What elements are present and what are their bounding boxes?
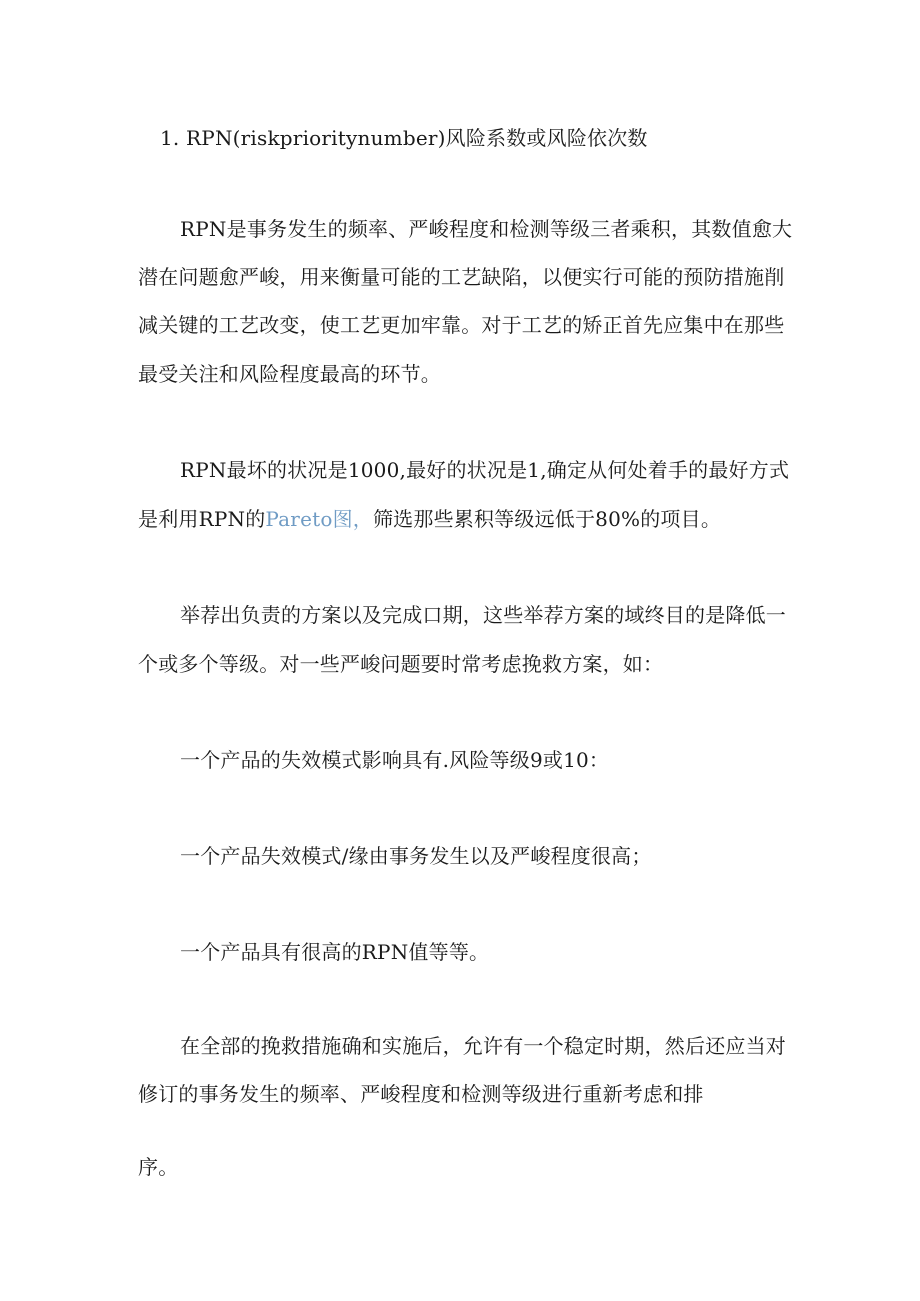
pareto-link[interactable]: Pareto图， — [265, 507, 373, 531]
para3-line1: 举荐出负责的方案以及完成口期，这些举荐方案的域终目的是降低一 — [180, 603, 786, 627]
para4-line2: 修订的事务发生的频率、严峻程度和检测等级进行重新考虑和排 — [138, 1082, 704, 1106]
section-heading — [160, 126, 648, 150]
para1-line2: 潜在问题愈严峻，用来衡量可能的工艺缺陷，以便实行可能的预防措施削 — [138, 265, 785, 289]
para3-line2: 个或多个等级。对一些严峻问题要时常考虑挽救方案，如： — [138, 652, 664, 676]
list-item-2: 一个产品失效模式/缘由事务发生以及严峻程度很高； — [180, 844, 652, 868]
para2-line2 — [138, 507, 721, 531]
heading-text: RPN(riskprioritynumber)风险系数或风险依次数 — [186, 126, 648, 150]
para4-line1: 在全部的挽救措施确和实施后，允许有一个稳定时期，然后还应当对 — [180, 1034, 786, 1058]
para4-line3: 序。 — [138, 1155, 179, 1179]
para2-line2-after: 筛选那些累积等级远低于80%的项目。 — [372, 507, 722, 531]
heading-number: 1. — [160, 126, 180, 150]
para2-line1: RPN最坏的状况是1000,最好的状况是1,确定从何处着手的最好方式 — [180, 458, 790, 482]
list-item-1: 一个产品的失效模式影响具有.风险等级9或10： — [180, 748, 610, 772]
para2-line2-before: 是利用RPN的 — [138, 507, 266, 531]
para1-line3: 减关键的工艺改变，使工艺更加牢靠。对于工艺的矫正首先应集中在那些 — [138, 313, 785, 337]
para1-line4: 最受关注和风险程度最高的环节。 — [138, 362, 441, 386]
list-item-3: 一个产品具有很高的RPN值等等。 — [180, 940, 490, 964]
para1-line1: RPN是事务发生的频率、严峻程度和检测等级三者乘积，其数值愈大 — [180, 217, 793, 241]
